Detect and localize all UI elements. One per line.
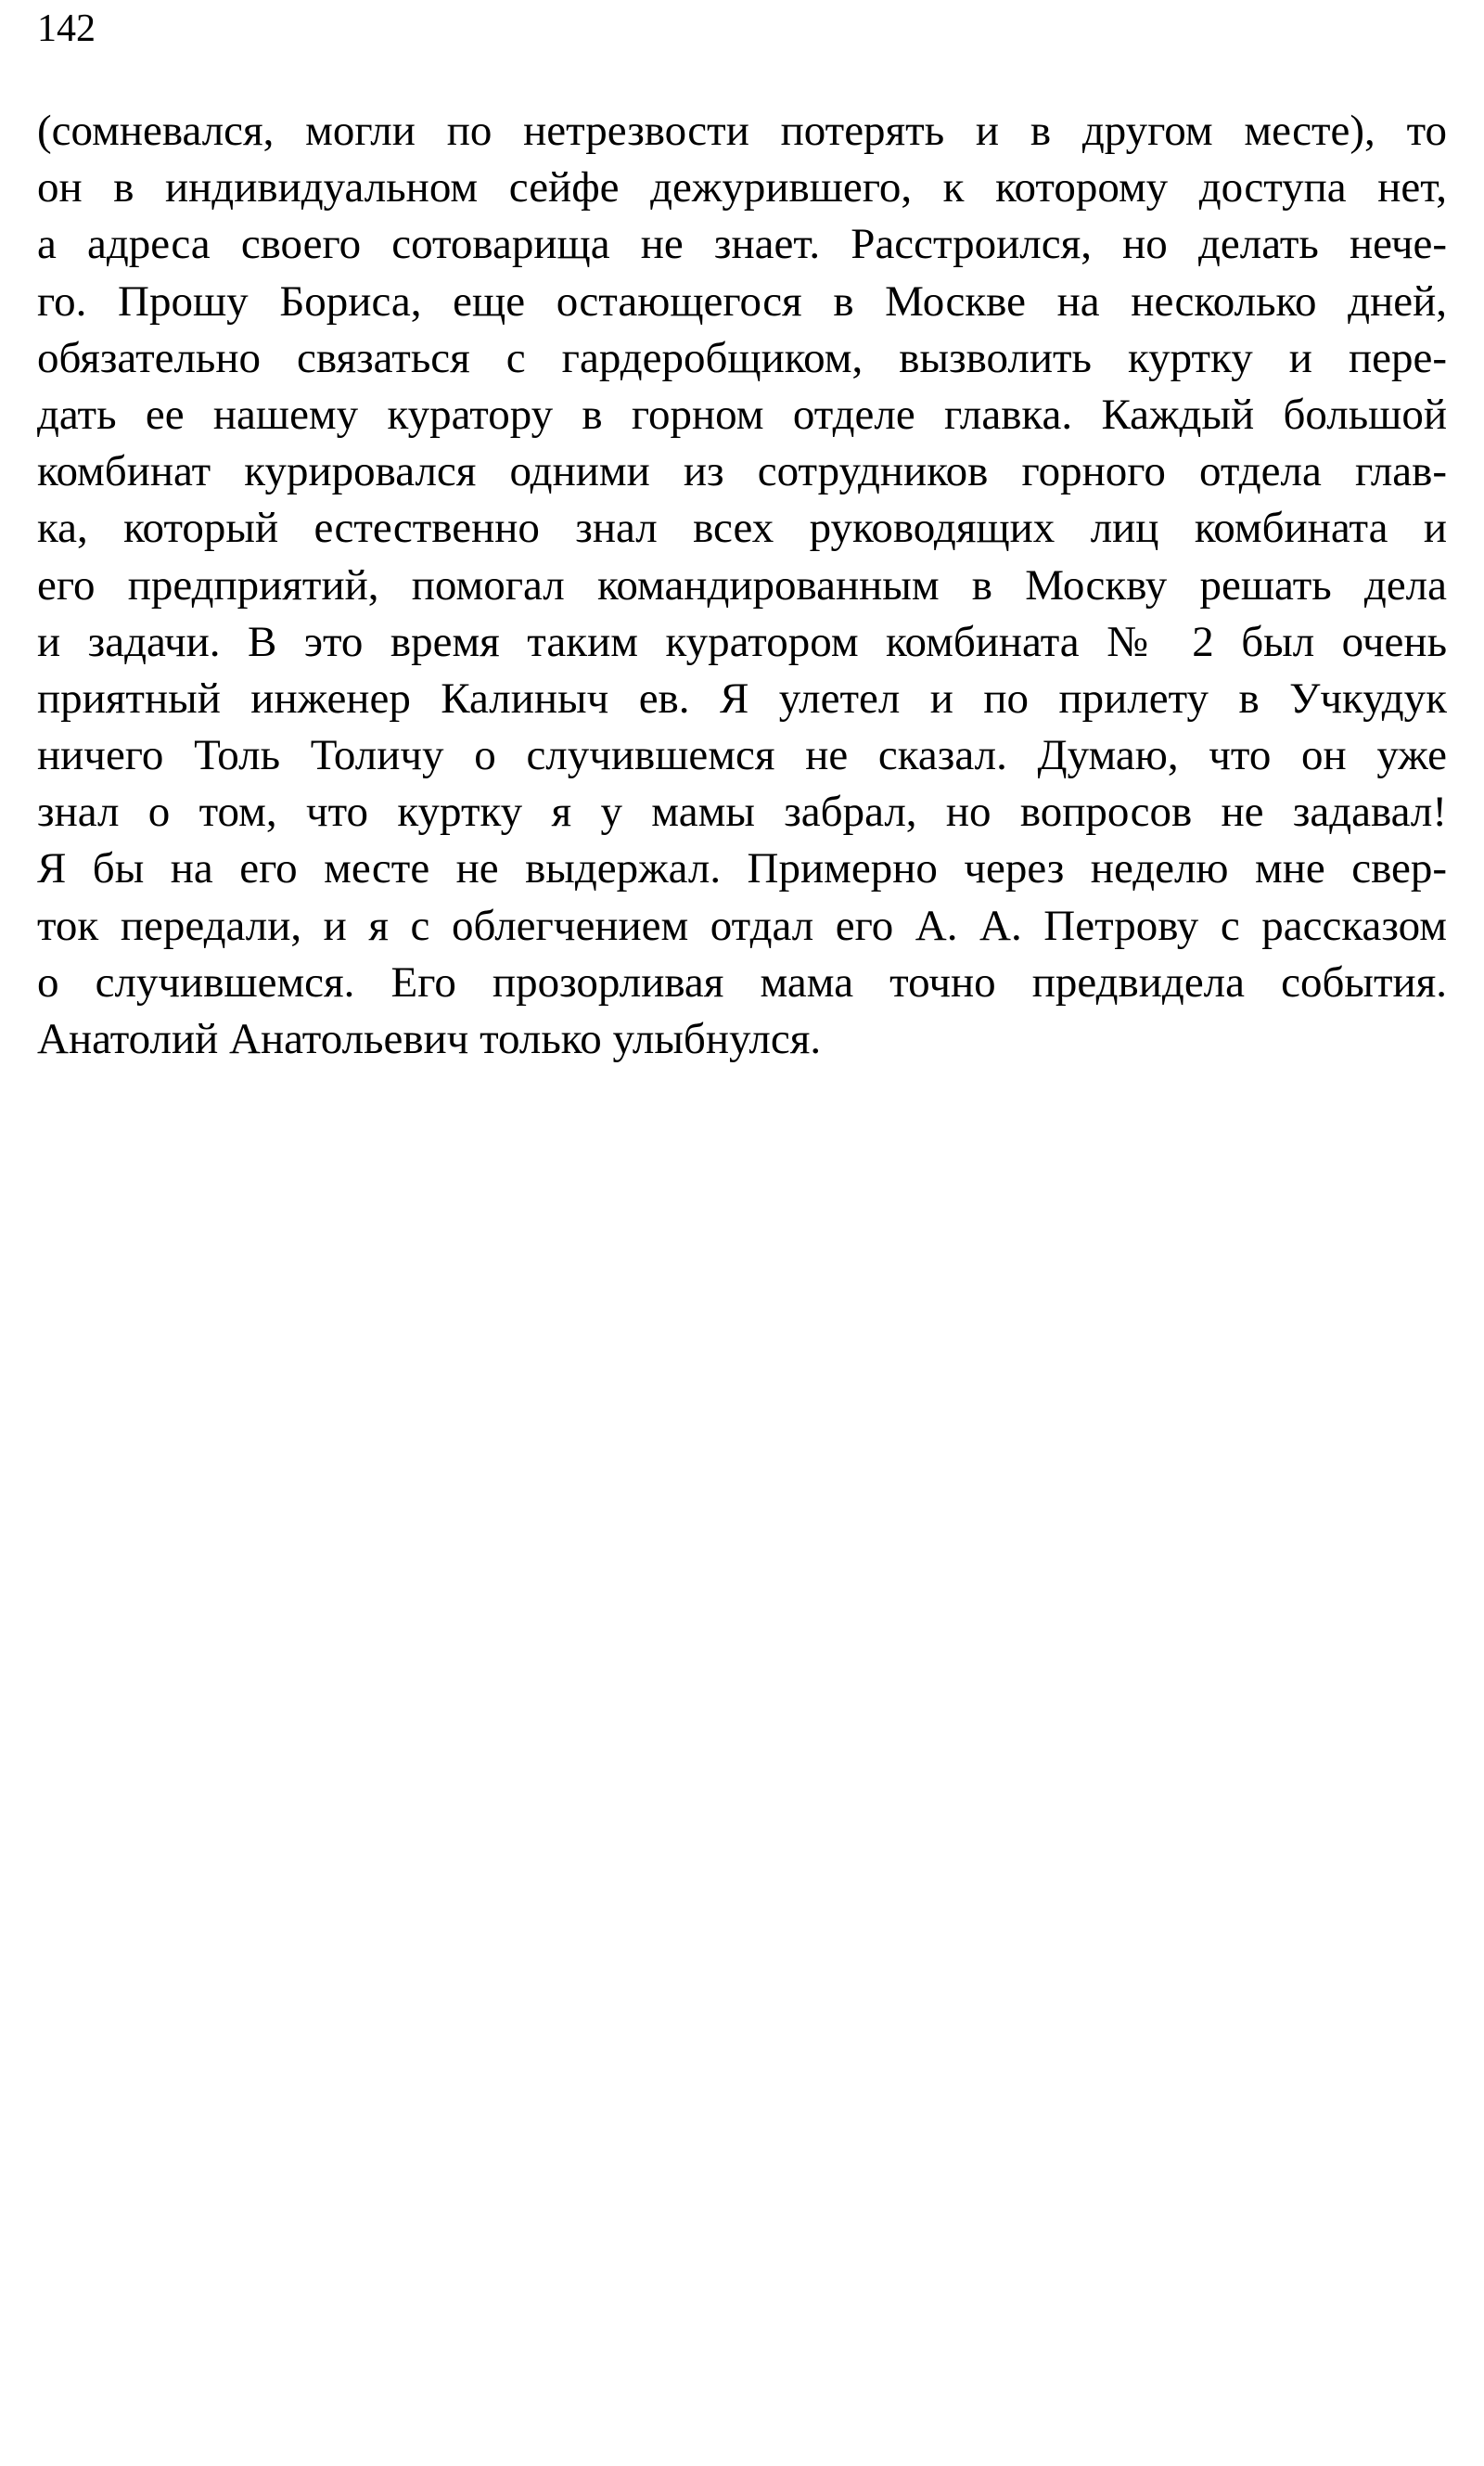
text-line: ка, который естественно знал всех руководящих лиц комбината и [37, 504, 1447, 553]
text-line: он в индивидуальном сейфе дежурившего, к которому доступа нет, [37, 163, 1447, 212]
body-text [37, 103, 1447, 1068]
text-line: дать ее нашему куратору в горном отделе главка. Каждый большой [37, 390, 1447, 439]
text-line: приятный инженер Калиныч ев. Я улетел и по прилету в Учкудук [37, 674, 1447, 723]
text-line: комбинат курировался одними из сотрудников горного отдела глав- [37, 447, 1447, 496]
text-line: и задачи. В это время таким куратором комбината № 2 был очень [37, 617, 1447, 666]
text-line: о случившемся. Его прозорливая мама точно предвидела события. [37, 957, 1447, 1007]
text-line: Я бы на его месте не выдержал. Примерно через неделю мне свер- [37, 844, 1447, 893]
text-line: Анатолий Анатольевич только улыбнулся. [37, 1015, 822, 1063]
text-line: его предприятий, помогал командированным в Москву решать дела [37, 560, 1447, 610]
text-line: обязательно связаться с гардеробщиком, вызволить куртку и пере- [37, 333, 1447, 382]
text-line: ничего Толь Толичу о случившемся не сказал. Думаю, что он уже [37, 731, 1447, 780]
text-line: ток передали, и я с облегчением отдал его А. А. Петрову с рассказом [37, 901, 1447, 950]
text-line: (сомневался, могли по нетрезвости потерять и в другом месте), то [37, 107, 1447, 155]
text-line: го. Прошу Бориса, еще остающегося в Москве на несколько дней, [37, 276, 1447, 326]
text-line: знал о том, что куртку я у мамы забрал, но вопросов не задавал! [37, 788, 1447, 837]
text-line: а адреса своего сотоварища не знает. Расстроился, но делать нече- [37, 220, 1447, 269]
page-number: 142 [37, 7, 96, 50]
